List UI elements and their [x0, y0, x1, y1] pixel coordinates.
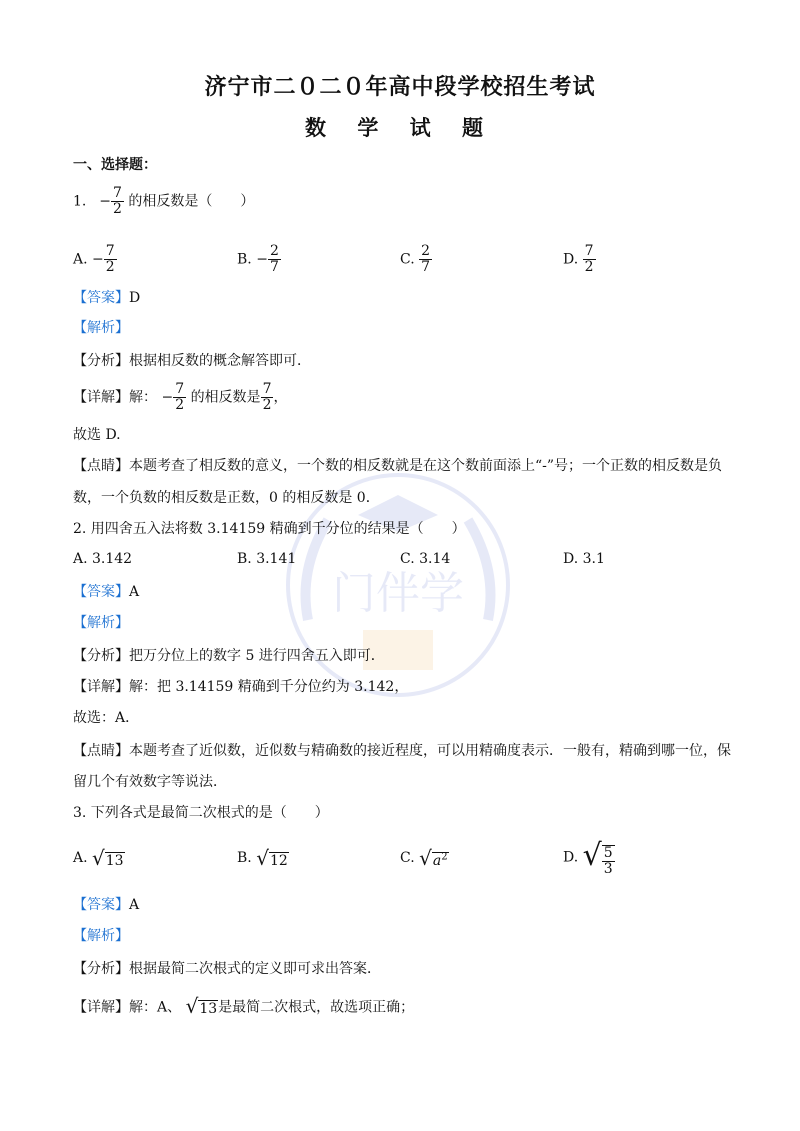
- q1-option-b: B. − $\frac{2}{7}$: [237, 243, 279, 275]
- q1-analysis-tag: 【解析】: [73, 320, 129, 336]
- section-heading: 一、选择题：: [73, 157, 157, 173]
- q2-comment: 【点睛】本题考查了近似数，近似数与精确数的接近程度，可以用精确度表示．一般有，精确到哪一位，保: [73, 743, 731, 759]
- q2-analysis-tag: 【解析】: [73, 615, 129, 631]
- q1-option-a: A. − $\frac{7}{2}$: [73, 243, 115, 275]
- q2-comment-cont: 留几个有效数字等说法．: [73, 774, 227, 790]
- q1-option-c: C. $\frac{2}{7}$: [400, 243, 431, 275]
- q3-option-c: C. $√a^2$: [400, 846, 448, 870]
- q3-answer: 【答案】A: [73, 897, 140, 913]
- q1-answer: 【答案】D: [73, 290, 141, 306]
- q2-option-d: D. 3.1: [563, 551, 605, 567]
- q2-detail: 【详解】解：把 3.14159 精确到千分位约为 3.142，: [73, 679, 409, 695]
- q1-fenxi: 【分析】根据相反数的概念解答即可．: [73, 353, 311, 369]
- q1-number: 1.: [73, 193, 87, 210]
- q1-option-d: D. $\frac{7}{2}$: [563, 243, 594, 275]
- q2-stem: 2. 用四舍五入法将数 3.14159 精确到千分位的结果是（ ）: [73, 521, 466, 537]
- q1-choose: 故选 D.: [73, 427, 121, 443]
- q3-detail: 【详解】解：A、 √13是最简二次根式，故选项正确；: [73, 994, 415, 1018]
- q3-fenxi: 【分析】根据最简二次根式的定义即可求出答案．: [73, 961, 381, 977]
- q1-comment: 【点睛】本题考查了相反数的意义，一个数的相反数就是在这个数前面添上“-”号；一个正数的相反数是负: [73, 458, 723, 474]
- q1-stem: 1. − $\frac{7}{2}$ 的相反数是（ ）: [73, 185, 255, 217]
- q1-comment-cont: 数，一个负数的相反数是正数，0 的相反数是 0．: [73, 490, 380, 506]
- q2-option-b: B. 3.141: [237, 551, 297, 567]
- q2-answer: 【答案】A: [73, 584, 140, 600]
- page-title: 济宁市二０二０年高中段学校招生考试: [204, 74, 596, 100]
- q1-stem-fraction: $\frac{7}{2}$: [113, 185, 122, 217]
- q3-option-b: B. √12: [237, 846, 288, 870]
- q3-option-d: D. √ $\frac{5}{3}$: [563, 838, 613, 877]
- q1-detail: 【详解】解： − $\frac{7}{2}$ 的相反数是 $\frac{7}{2}$ ，: [73, 381, 288, 413]
- q2-fenxi: 【分析】把万分位上的数字 5 进行四舍五入即可．: [73, 648, 385, 664]
- q3-option-a: A. √13: [73, 846, 124, 870]
- q2-option-a: A. 3.142: [73, 551, 133, 567]
- q2-choose: 故选：A．: [73, 710, 140, 726]
- page-subtitle: 数 学 试 题: [305, 115, 495, 140]
- svg-text:门伴学: 门伴学: [332, 568, 464, 619]
- q2-option-c: C. 3.14: [400, 551, 451, 567]
- q3-analysis-tag: 【解析】: [73, 928, 129, 944]
- q3-stem: 3. 下列各式是最简二次根式的是（ ）: [73, 805, 329, 821]
